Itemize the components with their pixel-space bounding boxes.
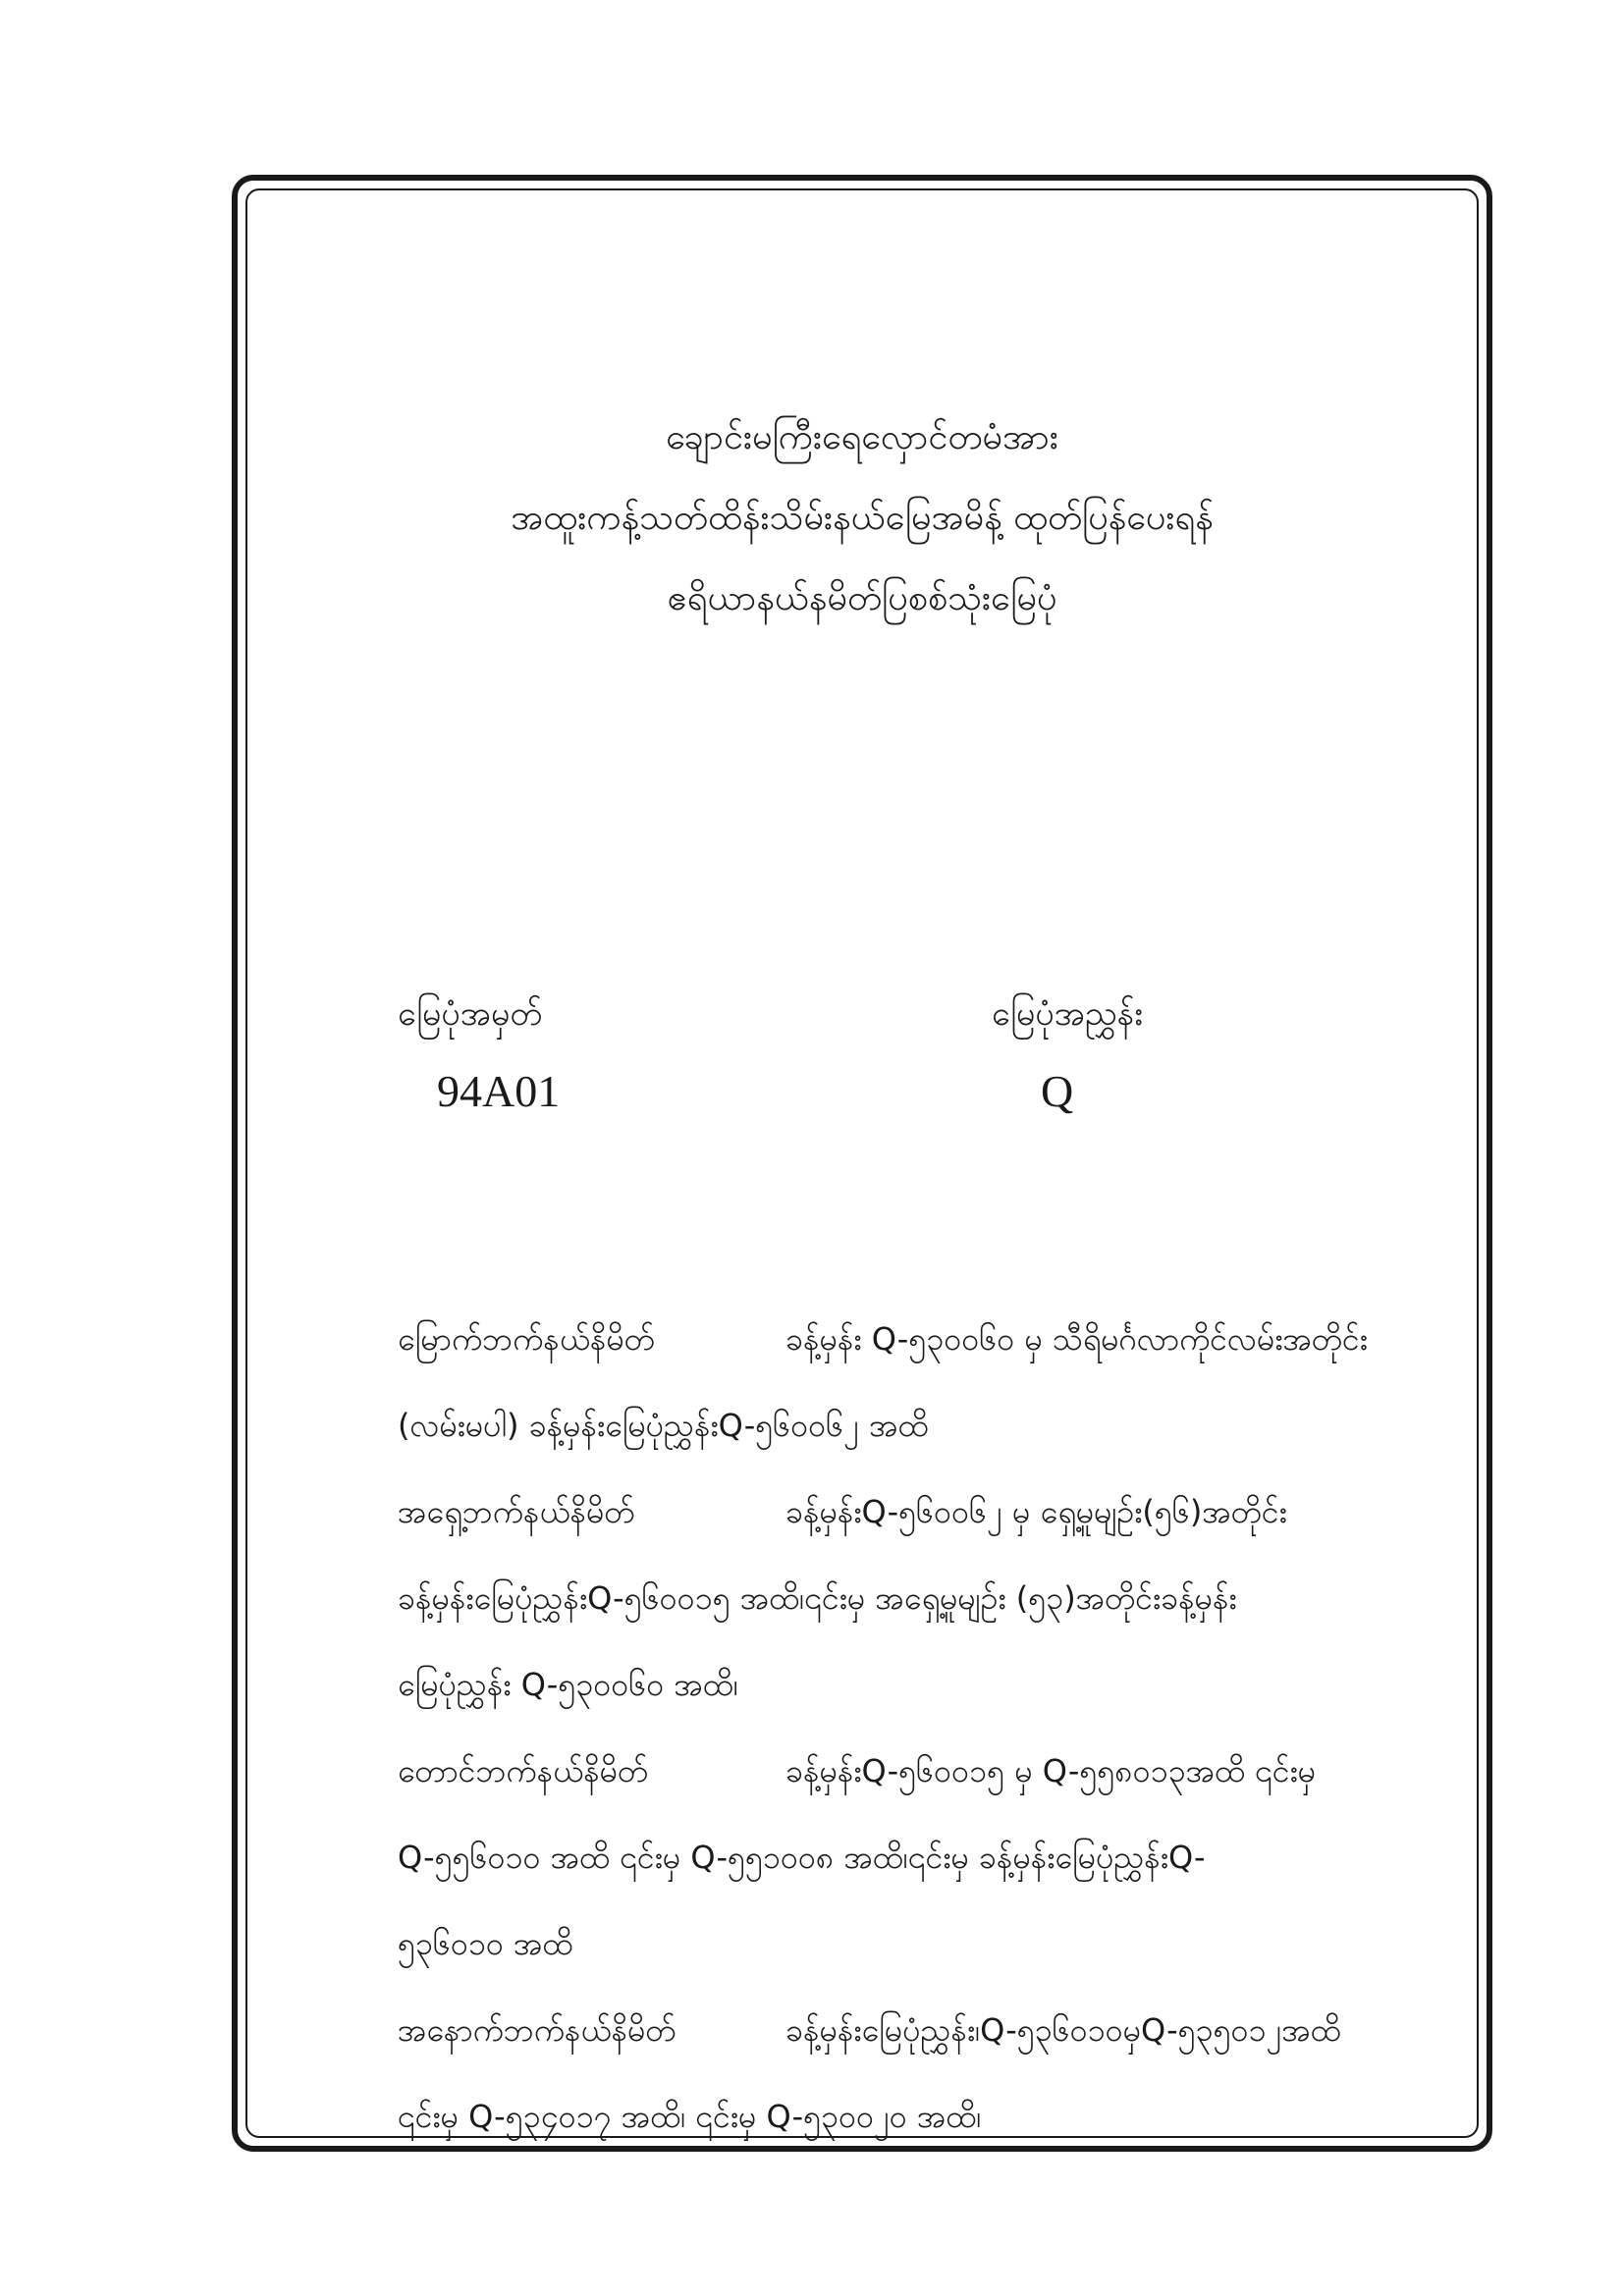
document-title (245, 398, 1479, 639)
east-boundary-line-3: မြေပုံညွှန်း Q-၅၃၀၀၆၀ အထိ၊ (398, 1666, 738, 1703)
north-boundary-line-2: (လမ်းမပါ) ခန့်မှန်းမြေပုံညွှန်းQ-၅၆၀၀၆၂ အထိ (398, 1407, 929, 1444)
west-boundary-text-1: ခန့်မှန်းမြေပုံညွှန်း၊Q-၅၃၆၀၁၀မှQ-၅၃၅၀၁၂အထိ (785, 2011, 1341, 2049)
south-boundary-text-1: ခန့်မှန်းQ-၅၆၀၀၁၅ မှ Q-၅၅၈၀၁၃အထိ ၎င်းမှ (785, 1752, 1317, 1789)
title-line-3: ဧရိယာနယ်နမိတ်ပြစစ်သုံးမြေပုံ (667, 578, 1057, 618)
boundary-description (398, 1296, 1488, 2160)
west-boundary-line-2: ၎င်းမှ Q-၅၃၄၀၁၇ အထိ၊ ၎င်းမှ Q-၅၃၀၀၂၀ အထိ၊ (398, 2098, 982, 2135)
map-number-label: မြေပုံအမှတ် (398, 994, 543, 1034)
map-number-value: 94A01 (437, 1066, 561, 1116)
south-boundary-heading: တောင်ဘက်နယ်နိမိတ် (398, 1752, 649, 1789)
south-boundary-line-2: Q-၅၅၆၀၁၀ အထိ ၎င်းမှ Q-၅၅၁၀၀၈ အထိ၊၎င်းမှ ခန့်မှန်းမြေပုံညွှန်းQ- (398, 1839, 1206, 1876)
south-boundary-line-3: ၅၃၆၀၁၀ အထိ (398, 1925, 573, 1962)
map-index-value: Q (1041, 1066, 1074, 1116)
north-boundary-heading: မြောက်ဘက်နယ်နိမိတ် (398, 1320, 655, 1358)
north-boundary-line-1 (398, 1296, 1488, 1382)
east-boundary-text-1: ခန့်မှန်းQ-၅၆၀၀၆၂ မှ ရှေ့မူမျဉ်း(၅၆)အတိုင်း (785, 1493, 1287, 1530)
west-boundary-heading: အနောက်ဘက်နယ်နိမိတ် (398, 2011, 676, 2049)
south-boundary-line-1 (398, 1728, 1488, 1814)
west-boundary-line-1 (398, 1987, 1488, 2073)
east-boundary-heading: အရှေ့ဘက်နယ်နိမိတ် (398, 1493, 635, 1530)
east-boundary-line-2: ခန့်မှန်းမြေပုံညွှန်းQ-၅၆၀၀၁၅ အထိ၊၎င်းမှ အရှေ့မူမျဉ်း (၅၃)အတိုင်းခန့်မှန်း (398, 1579, 1237, 1617)
title-line-1: ချောင်းမကြီးရေလှောင်တမံအား (666, 417, 1058, 457)
east-boundary-line-1 (398, 1468, 1488, 1555)
north-boundary-text-1: ခန့်မှန်း Q-၅၃၀၀၆၀ မှ သီရိမင်္ဂလာကိုင်လမ်းအတိုင်း (785, 1320, 1368, 1358)
title-line-2: အထူးကန့်သတ်ထိန်းသိမ်းနယ်မြေအမိန့် ထုတ်ပြန်ပေးရန် (511, 498, 1214, 538)
map-index-label: မြေပုံအညွှန်း (992, 994, 1143, 1034)
